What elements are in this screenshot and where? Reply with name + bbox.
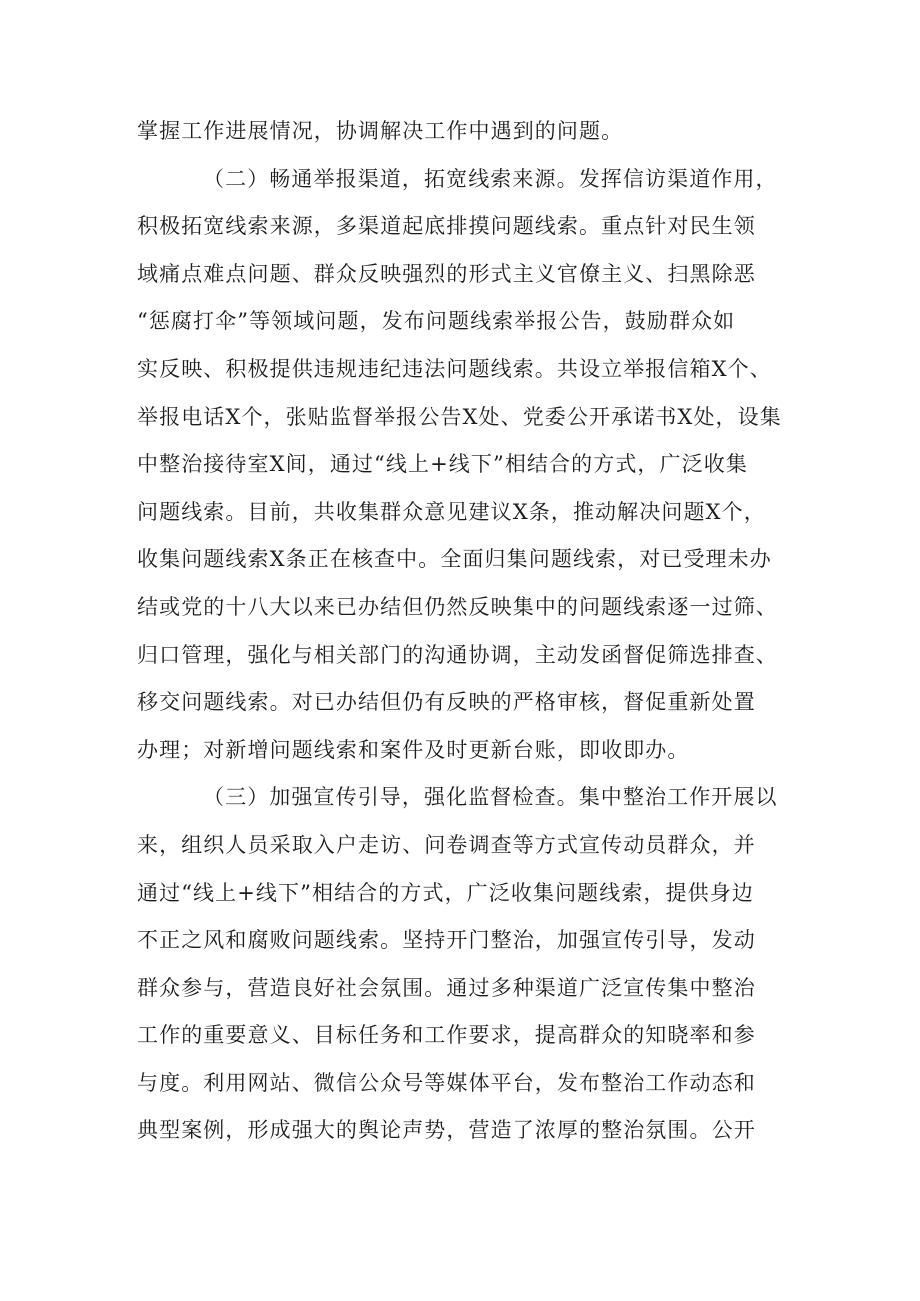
text-line: 群众参与，营造良好社会氛围。通过多种渠道广泛宣传集中整治 — [137, 975, 756, 1000]
paragraph-2-first-line: （二）畅通举报渠道，拓宽线索来源。发挥信访渠道作用， — [203, 166, 778, 191]
text-line: 举报电话X个，张贴监督举报公告X处、党委公开承诺书X处，设集 — [137, 404, 782, 429]
text-line: 典型案例，形成强大的舆论声势，营造了浓厚的整治氛围。公开 — [137, 1118, 756, 1143]
text-line: 不正之风和腐败问题线索。坚持开门整治，加强宣传引导，发动 — [137, 928, 756, 953]
text-line: 办理；对新增问题线索和案件及时更新台账，即收即办。 — [137, 737, 690, 762]
text-line: 工作的重要意义、目标任务和工作要求，提高群众的知晓率和参 — [137, 1023, 756, 1048]
text-line: 掌握工作进展情况，协调解决工作中遇到的问题。 — [137, 119, 624, 143]
text-line: 问题线索。目前，共收集群众意见建议X条，推动解决问题X个， — [137, 499, 766, 524]
text-line: 积极拓宽线索来源，多渠道起底排摸问题线索。重点针对民生领 — [137, 214, 756, 239]
text-line: “惩腐打伞”等领域问题，发布问题线索举报公告，鼓励群众如 — [137, 309, 736, 334]
text-line: 中整治接待室X间，通过“线上+线下”相结合的方式，广泛收集 — [137, 452, 748, 477]
text-line: 与度。利用网站、微信公众号等媒体平台，发布整治工作动态和 — [137, 1070, 756, 1095]
paragraph-3-first-line: （三）加强宣传引导，强化监督检查。集中整治工作开展以 — [203, 785, 778, 810]
text-line: 收集问题线索X条正在核查中。全面归集问题线索，对已受理未办 — [137, 547, 772, 572]
text-line: 移交问题线索。对已办结但仍有反映的严格审核，督促重新处置 — [137, 690, 756, 715]
text-line: 结或党的十八大以来已办结但仍然反映集中的问题线索逐一过筛、 — [137, 594, 778, 619]
document-body — [137, 108, 797, 1155]
text-line: 域痛点难点问题、群众反映强烈的形式主义官僚主义、扫黑除恶 — [137, 261, 756, 286]
text-line: 通过“线上+线下”相结合的方式，广泛收集问题线索，提供身边 — [137, 880, 754, 905]
text-line: 来，组织人员采取入户走访、问卷调查等方式宣传动员群众，并 — [137, 832, 756, 857]
text-line: 实反映、积极提供违规违纪违法问题线索。共设立举报信箱X个、 — [137, 356, 772, 381]
text-line: 归口管理，强化与相关部门的沟通协调，主动发函督促筛选排查、 — [137, 642, 778, 667]
